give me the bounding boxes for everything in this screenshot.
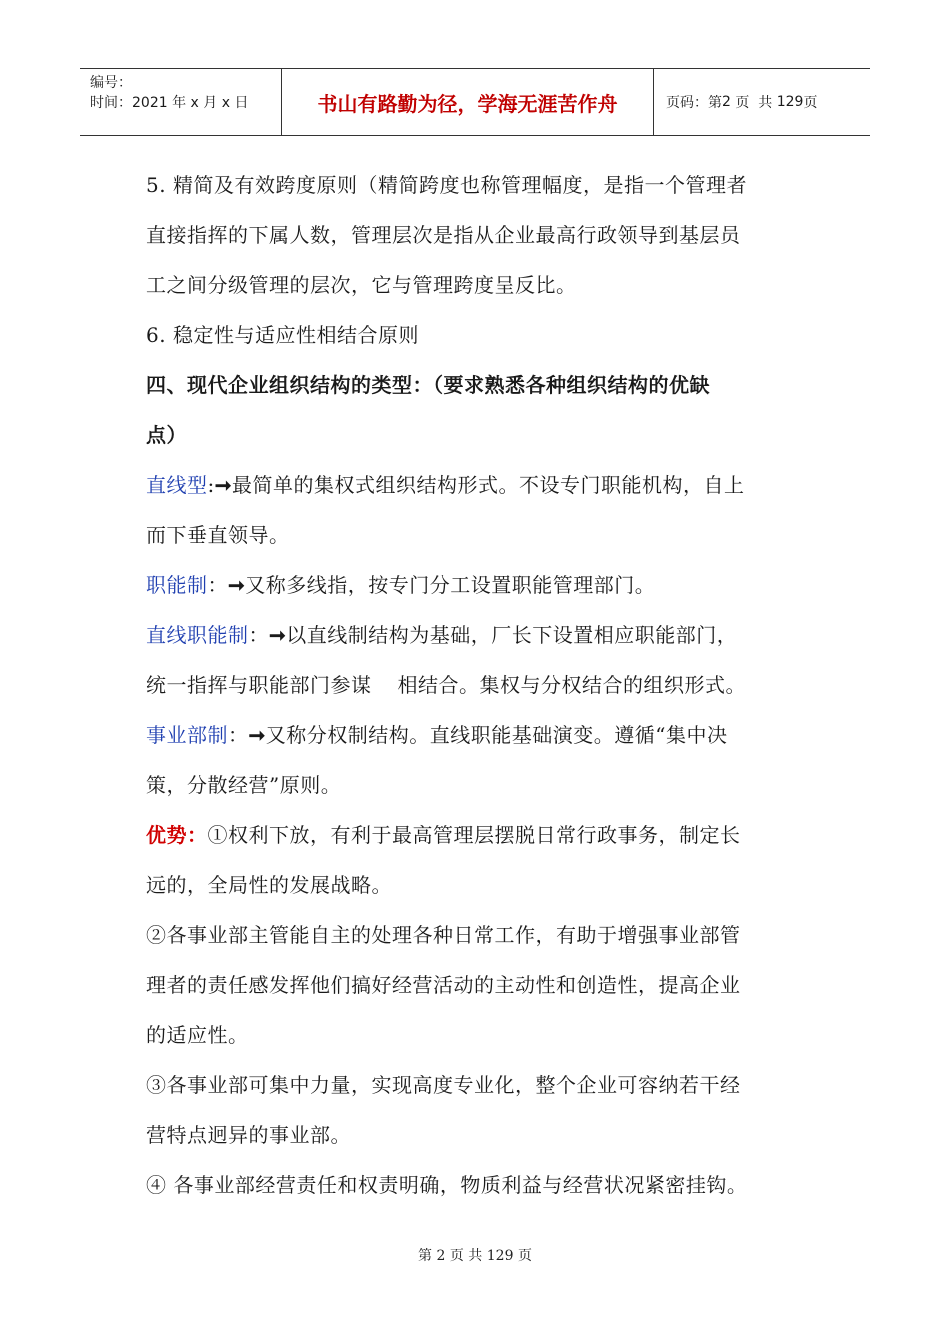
header-motto: 书山有路勤为径，学海无涯苦作舟: [282, 69, 654, 135]
divisional-line-2: 策，分散经营”原则。: [146, 773, 342, 797]
header-page-current: 2: [722, 94, 731, 110]
advantage-1-text: ①权利下放，有利于最高管理层摆脱日常行政事务，制定长: [207, 823, 741, 847]
right-arrow-icon: ➞: [214, 473, 233, 497]
line-functional-line-2: [146, 660, 810, 710]
header-page-total: 129: [776, 94, 804, 110]
right-arrow-icon: ➞: [228, 573, 246, 597]
principle-6: 6. 稳定性与适应性相结合原则: [146, 323, 419, 347]
advantage-2-line-3: 的适应性。: [146, 1023, 249, 1047]
functional-structure: [146, 560, 810, 610]
advantage-3-line-1: ③各事业部可集中力量，实现高度专业化，整个企业可容纳若干经: [146, 1073, 741, 1097]
principle-5-line-3: 工之间分级管理的层次，它与管理跨度呈反比。: [146, 273, 577, 297]
advantage-2-line-1: ②各事业部主管能自主的处理各种日常工作，有助于增强事业部管: [146, 923, 741, 947]
document-header: [80, 68, 870, 136]
advantage-1-line-2: 远的，全局性的发展战略。: [146, 873, 392, 897]
section-heading-line-1: 四、现代企业组织结构的类型：（要求熟悉各种组织结构的优缺: [146, 373, 710, 397]
linear-structure-line-1: [146, 460, 810, 510]
footer-suffix: 页: [517, 1248, 532, 1264]
line-functional-term: 直线职能制: [146, 623, 249, 647]
advantage-2-line-2: 理者的责任感发挥他们搞好经营活动的主动性和创造性，提高企业: [146, 973, 741, 997]
page-body: [146, 160, 810, 1210]
divisional-line-1: [146, 710, 810, 760]
functional-structure-desc: 又称多线指，按专门分工设置职能管理部门。: [245, 573, 656, 597]
advantages-label: 优势：: [146, 823, 208, 847]
section-heading-line-2: 点）: [146, 423, 187, 447]
linear-sep: :: [207, 473, 215, 497]
line-functional-desc-2b: 相结合。集权与分权结合的组织形式。: [397, 673, 746, 697]
footer-prefix: 第: [418, 1248, 433, 1264]
footer-mid: 页 共: [449, 1248, 483, 1264]
document-number-label: 编号：: [90, 75, 132, 91]
advantage-3-line-2: 营特点迥异的事业部。: [146, 1123, 351, 1147]
header-meta-cell: [80, 69, 282, 135]
header-page-mid: 页 共: [735, 95, 773, 111]
line-functional-sep: ：: [248, 623, 269, 647]
advantage-1-line-1: [146, 810, 810, 860]
footer-page-current: 2: [436, 1248, 446, 1264]
line-functional-line-1: [146, 610, 810, 660]
right-arrow-icon: ➞: [269, 623, 287, 647]
page-footer: [0, 1245, 950, 1265]
linear-structure-term: 直线型: [146, 473, 208, 497]
header-page-info: [654, 69, 870, 135]
principle-5-line-1: 5. 精简及有效跨度原则（精简跨度也称管理幅度，是指一个管理者: [146, 173, 747, 197]
principle-5-line-2: 直接指挥的下属人数，管理层次是指从企业最高行政领导到基层员: [146, 223, 741, 247]
line-functional-desc-2a: 统一指挥与职能部门参谋: [146, 673, 372, 697]
divisional-term: 事业部制: [146, 723, 228, 747]
document-time-label: 时间：2021 年 x 月 x 日: [90, 95, 249, 111]
advantage-4-line-1: ④ 各事业部经营责任和权责明确，物质利益与经营状况紧密挂钩。: [146, 1173, 748, 1197]
line-functional-desc: 以直线制结构为基础，厂长下设置相应职能部门，: [286, 623, 738, 647]
footer-page-total: 129: [486, 1248, 514, 1264]
right-arrow-icon: ➞: [248, 723, 266, 747]
divisional-sep: ：: [228, 723, 249, 747]
functional-structure-term: 职能制: [146, 573, 208, 597]
linear-structure-desc: 最简单的集权式组织结构形式。不设专门职能机构，自上: [232, 473, 745, 497]
header-page-suffix: 页: [803, 95, 818, 111]
functional-sep: ：: [207, 573, 228, 597]
header-page-prefix: 页码：第: [666, 95, 722, 111]
divisional-desc: 又称分权制结构。直线职能基础演变。遵循“集中决: [265, 723, 728, 747]
linear-structure-line-2: 而下垂直领导。: [146, 523, 290, 547]
